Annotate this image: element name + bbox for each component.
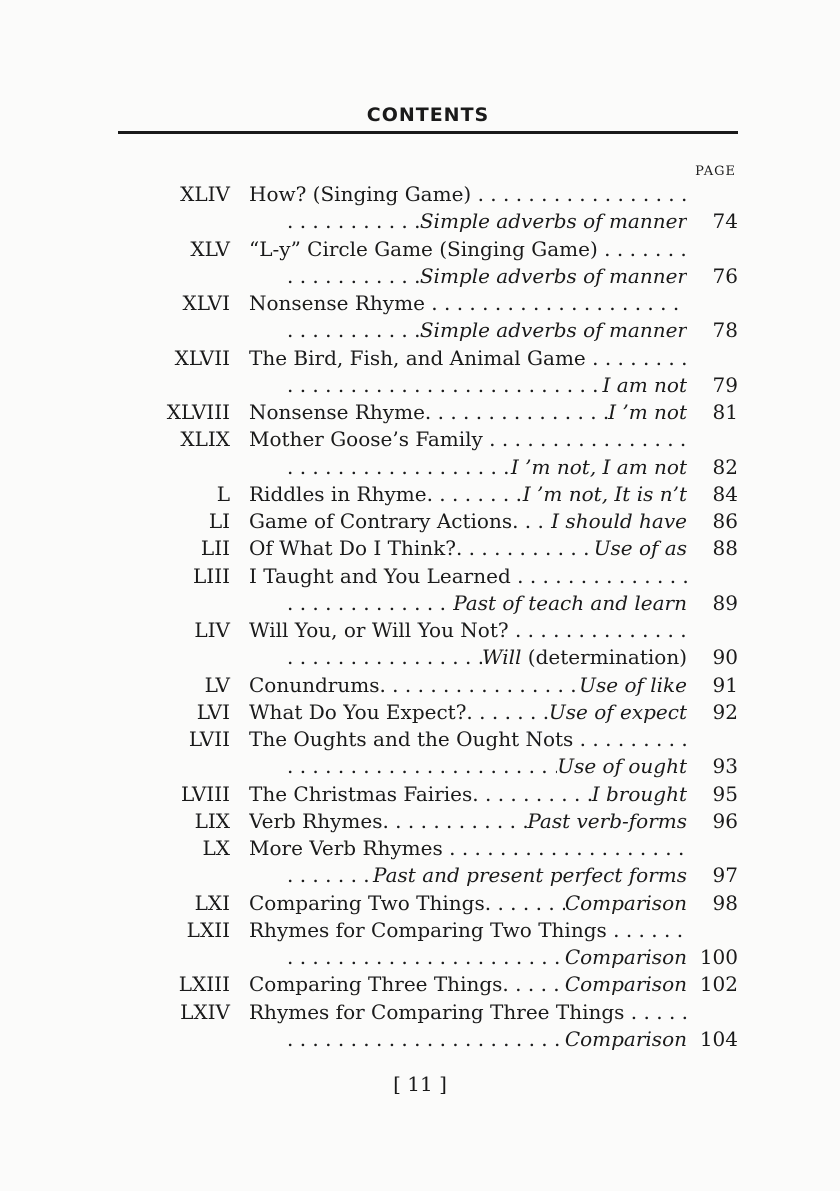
chapter-title: Rhymes for Comparing Three Things . . . [249, 999, 687, 1026]
chapter-title: What Do You Expect? [249, 699, 467, 724]
chapter-gloss: Past verb-forms [527, 808, 687, 833]
chapter-title: Of What Do I Think? [249, 536, 456, 561]
chapter-title: Nonsense Rhyme . . . [249, 290, 687, 317]
toc-entry-liii[interactable] [0, 563, 840, 618]
chapter-gloss: I ’m not, I am not [510, 454, 687, 479]
chapter-title: Comparing Two Things [249, 890, 485, 915]
chapter-title: Comparing Three Things [249, 972, 503, 997]
chapter-title: Conundrums [249, 672, 380, 697]
page-number: 84 [712, 481, 738, 506]
chapter-gloss: I ’m not, It is n’t [522, 481, 687, 506]
page-number: 102 [699, 972, 738, 997]
chapter-number: LXI [194, 890, 230, 915]
toc-entry-lvii[interactable] [0, 726, 840, 781]
page-number: 82 [712, 454, 738, 479]
toc-entry-l[interactable] [0, 481, 840, 508]
chapter-gloss: I brought [591, 781, 687, 806]
toc-entry-lxi[interactable] [0, 890, 840, 917]
chapter-gloss: Past and present perfect forms [373, 863, 687, 888]
page-number: 104 [699, 1026, 738, 1051]
page-number: 95 [712, 781, 738, 806]
chapter-gloss: Will [482, 645, 522, 670]
chapter-gloss: I ’m not [608, 400, 687, 424]
chapter-gloss: Comparison [564, 945, 687, 969]
toc-entry-lix[interactable] [0, 808, 840, 835]
chapter-number: LVI [196, 699, 230, 724]
toc-entry-xlix[interactable] [0, 426, 840, 481]
page-number: 92 [712, 699, 738, 724]
chapter-gloss: Simple adverbs of manner [419, 209, 687, 234]
chapter-number: LI [208, 509, 230, 533]
toc-entry-lvi[interactable] [0, 699, 840, 726]
chapter-number: XLIX [180, 427, 230, 452]
chapter-number: LIX [194, 808, 230, 833]
page-number: 100 [699, 945, 738, 969]
chapter-gloss: I should have [551, 509, 687, 533]
toc-entry-lx[interactable] [0, 835, 840, 890]
chapter-number: LVII [188, 727, 230, 751]
chapter-number: LXII [186, 917, 230, 942]
chapter-title: Mother Goose’s Family . . . [249, 426, 687, 453]
chapter-title: “L-y” Circle Game (Singing Game) . . . [249, 236, 687, 263]
page-number: 86 [712, 509, 738, 533]
chapter-number: L [216, 481, 230, 506]
chapter-number: XLVII [174, 345, 230, 370]
page-number: 98 [712, 890, 738, 915]
chapter-gloss: Past of teach and learn [453, 590, 687, 615]
chapter-title: The Oughts and the Ought Nots . . . [249, 726, 687, 753]
page-number: 93 [712, 754, 738, 779]
chapter-gloss: I am not [602, 372, 687, 397]
chapter-gloss: Comparison [564, 890, 687, 915]
chapter-number: LVIII [180, 781, 230, 806]
page-number: 79 [712, 372, 738, 397]
chapter-gloss: Comparison [564, 972, 687, 997]
toc-entry-xlvii[interactable] [0, 345, 840, 400]
toc-entry-lii[interactable] [0, 535, 840, 562]
chapter-number: LII [200, 536, 230, 561]
chapter-title: More Verb Rhymes . . . [249, 835, 687, 862]
page-number: 97 [712, 863, 738, 888]
chapter-number: XLV [190, 236, 230, 261]
chapter-number: LXIII [178, 972, 230, 997]
chapter-title: The Christmas Fairies [249, 781, 473, 806]
toc-entry-xlv[interactable] [0, 236, 840, 291]
page-number: 91 [712, 672, 738, 697]
chapter-title: Riddles in Rhyme [249, 481, 427, 506]
page-number: 90 [712, 645, 738, 670]
page-title: CONTENTS [366, 104, 490, 126]
chapter-number: LXIV [180, 999, 230, 1024]
chapter-number: XLIV [180, 182, 230, 206]
page-number: 96 [712, 808, 738, 833]
chapter-gloss-extra: (determination) [527, 645, 687, 670]
page-number: 76 [712, 263, 738, 288]
toc-entry-xlvi[interactable] [0, 290, 840, 345]
chapter-number: XLVI [182, 291, 230, 315]
chapter-number: LV [204, 672, 230, 697]
contents-list [0, 181, 840, 1053]
chapter-title: Will You, or Will You Not? . . . [249, 617, 687, 644]
page-number: 81 [712, 400, 738, 424]
chapter-gloss: Use of as [593, 536, 687, 561]
toc-entry-lxiv[interactable] [0, 999, 840, 1054]
page-number: 88 [712, 536, 738, 561]
page-number: 78 [712, 318, 738, 343]
chapter-title: Nonsense Rhyme [249, 400, 425, 424]
toc-entry-lxiii[interactable] [0, 971, 840, 998]
toc-entry-li[interactable] [0, 508, 840, 535]
chapter-title: Verb Rhymes [249, 808, 383, 833]
toc-entry-lviii[interactable] [0, 781, 840, 808]
chapter-title: I Taught and You Learned . . . [249, 563, 687, 590]
chapter-title: Game of Contrary Actions [249, 509, 513, 533]
chapter-gloss: Simple adverbs of manner [419, 318, 687, 343]
chapter-number: XLVIII [166, 400, 230, 424]
heading-rule [118, 131, 738, 134]
page-folio: [ 11 ] [393, 1072, 447, 1096]
page-number: 74 [712, 209, 738, 234]
chapter-title: How? (Singing Game) . . . [249, 181, 687, 208]
chapter-title: The Bird, Fish, and Animal Game . . . [249, 345, 687, 372]
toc-entry-lxii[interactable] [0, 917, 840, 972]
chapter-title: Rhymes for Comparing Two Things . . . [249, 917, 687, 944]
chapter-gloss: Comparison [564, 1026, 687, 1051]
toc-entry-xlviii[interactable] [0, 399, 840, 426]
chapter-gloss: Use of like [579, 672, 687, 697]
chapter-gloss: Use of ought [557, 754, 687, 779]
toc-entry-lv[interactable] [0, 672, 840, 699]
page-column-label: PAGE [695, 164, 736, 179]
toc-entry-liv[interactable] [0, 617, 840, 672]
chapter-number: LIV [194, 618, 230, 642]
page-number: 89 [712, 590, 738, 615]
chapter-gloss: Simple adverbs of manner [419, 263, 687, 288]
chapter-number: LX [202, 836, 230, 860]
chapter-gloss: Use of expect [548, 699, 687, 724]
toc-entry-xliv[interactable] [0, 181, 840, 236]
chapter-number: LIII [193, 563, 230, 588]
